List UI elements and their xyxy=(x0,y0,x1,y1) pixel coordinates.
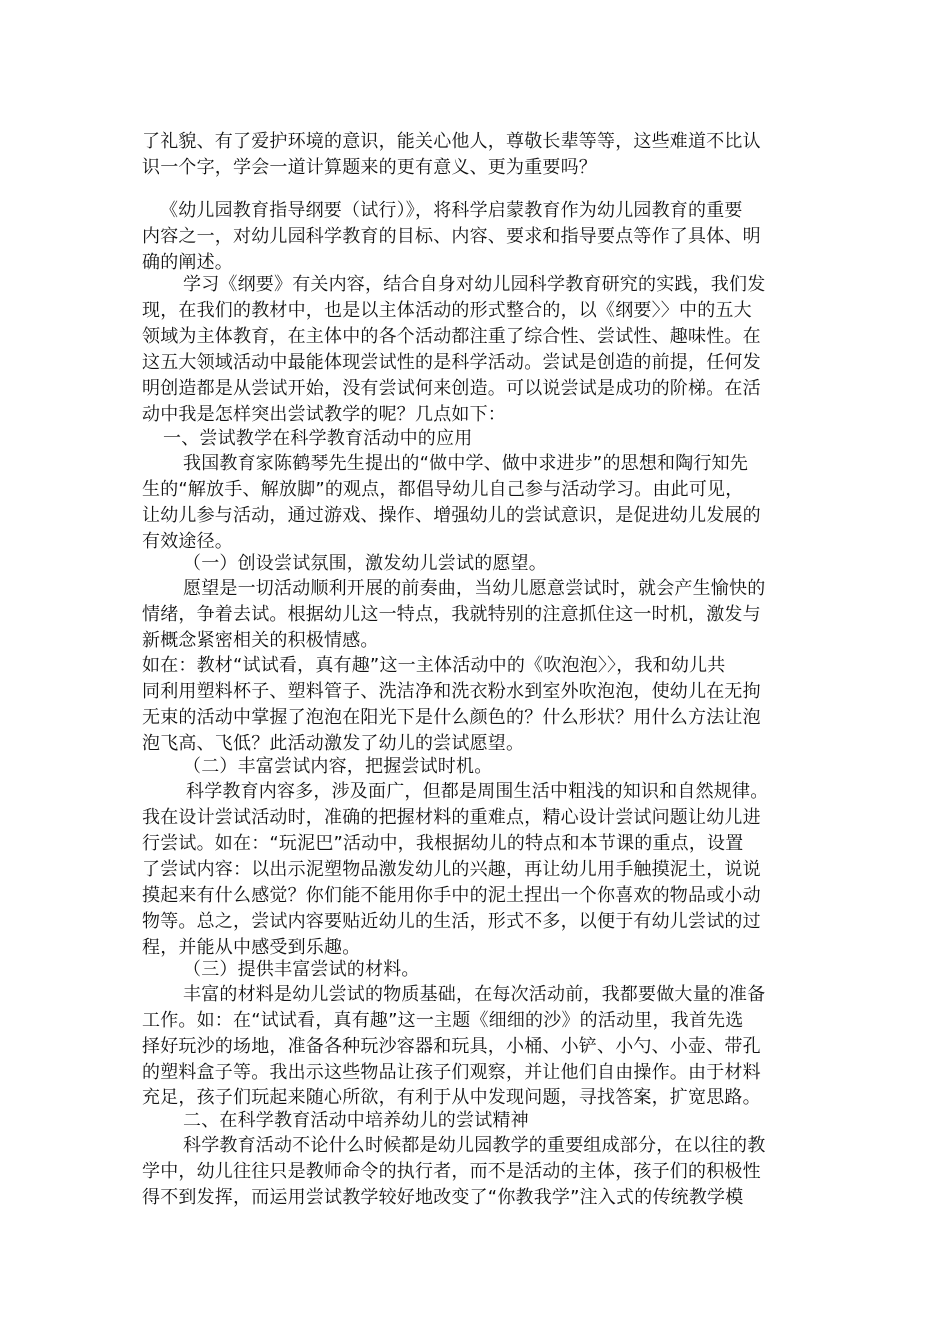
text-line: 了尝试内容：以出示泥塑物品激发幼儿的兴趣，再让幼儿用手触摸泥土，说说 xyxy=(142,859,761,880)
text-line: 科学教育活动不论什么时候都是幼儿园教学的重要组成部分，在以往的教 xyxy=(183,1135,766,1156)
text-line: 科学教育内容多，涉及面广，但都是周围生活中粗浅的知识和自然规律。 xyxy=(186,781,769,802)
text-line: 学习《纲要》有关内容，结合自身对幼儿园科学教育研究的实践，我们发 xyxy=(183,274,766,295)
text-line: 生的“解放手、解放脚”的观点，都倡导幼儿自己参与活动学习。由此可见， xyxy=(142,479,744,500)
text-line: 得不到发挥，而运用尝试教学较好地改变了“你教我学”注入式的传统教学模 xyxy=(142,1187,744,1208)
text-line: 丰富的材料是幼儿尝试的物质基础，在每次活动前，我都要做大量的准备 xyxy=(183,984,766,1005)
text-line: 泡飞高、飞低？此活动激发了幼儿的尝试愿望。 xyxy=(142,733,525,754)
text-line: 同利用塑料杯子、塑料管子、洗洁净和洗衣粉水到室外吹泡泡，使幼儿在无拘 xyxy=(142,681,761,702)
text-line: 新概念紧密相关的积极情感。 xyxy=(142,630,379,651)
section-heading: 二、在科学教育活动中培养幼儿的尝试精神 xyxy=(183,1110,529,1131)
text-line: 充足，孩子们玩起来随心所欲，有利于从中发现问题，寻找答案，扩宽思路。 xyxy=(142,1087,761,1108)
text-line: 无束的活动中掌握了泡泡在阳光下是什么颜色的？什么形状？用什么方法让泡 xyxy=(142,707,761,728)
text-line: 工作。如：在“试试看，真有趣”这一主题《细细的沙》的活动里，我首先选 xyxy=(142,1010,744,1031)
text-line: 我国教育家陈鹤琴先生提出的“做中学、做中求进步”的思想和陶行知先 xyxy=(183,453,749,474)
text-line: 择好玩沙的场地，准备各种玩沙容器和玩具，小桶、小铲、小勺、小壶、带孔 xyxy=(142,1036,761,1057)
text-line: 物等。总之，尝试内容要贴近幼儿的生活，形式不多，以便于有幼儿尝试的过 xyxy=(142,911,761,932)
text-line: 动中我是怎样突出尝试教学的呢？几点如下： xyxy=(142,404,506,425)
text-line: 内容之一，对幼儿园科学教育的目标、内容、要求和指导要点等作了具体、明 xyxy=(142,226,761,247)
text-line: 这五大领域活动中最能体现尝试性的是科学活动。尝试是创造的前提，任何发 xyxy=(142,352,761,373)
text-line: 识一个字，学会一道计算题来的更有意义、更为重要吗？ xyxy=(142,157,597,178)
text-line: 摸起来有什么感觉？你们能不能用你手中的泥土捏出一个你喜欢的物品或小动 xyxy=(142,885,761,906)
text-line: 让幼儿参与活动，通过游戏、操作、增强幼儿的尝试意识，是促进幼儿发展的 xyxy=(142,505,761,526)
text-line: 学中，幼儿往往只是教师命令的执行者，而不是活动的主体，孩子们的积极性 xyxy=(142,1161,761,1182)
text-line: 如在：教材“试试看，真有趣”这一主体活动中的《吹泡泡〉〉，我和幼儿共 xyxy=(142,655,726,676)
text-line: 行尝试。如在：“玩泥巴”活动中，我根据幼儿的特点和本节课的重点，设置 xyxy=(142,833,744,854)
text-line: 程，并能从中感受到乐趣。 xyxy=(142,937,361,958)
text-line: 愿望是一切活动顺利开展的前奏曲，当幼儿愿意尝试时，就会产生愉快的 xyxy=(183,578,766,599)
text-line: 我在设计尝试活动时，准确的把握材料的重难点，精心设计尝试问题让幼儿进 xyxy=(142,807,761,828)
section-heading: 一、尝试教学在科学教育活动中的应用 xyxy=(163,428,473,449)
text-line: 现，在我们的教材中，也是以主体活动的形式整合的，以《纲要〉〉中的五大 xyxy=(142,300,752,321)
subsection-heading: （二）丰富尝试内容，把握尝试时机。 xyxy=(183,756,493,777)
subsection-heading: （一）创设尝试氛围，激发幼儿尝试的愿望。 xyxy=(183,553,547,574)
text-line: 领域为主体教育，在主体中的各个活动都注重了综合性、尝试性、趣味性。在 xyxy=(142,326,761,347)
text-line: 明创造都是从尝试开始，没有尝试何来创造。可以说尝试是成功的阶梯。在活 xyxy=(142,378,761,399)
text-line: 了礼貌、有了爱护环境的意识，能关心他人，尊敬长辈等等，这些难道不比认 xyxy=(142,131,761,152)
text-line: 《幼儿园教育指导纲要（试行）》，将科学启蒙教育作为幼儿园教育的重要 xyxy=(160,200,743,221)
text-line: 情绪，争着去试。根据幼儿这一特点，我就特别的注意抓住这一时机，激发与 xyxy=(142,604,761,625)
subsection-heading: （三）提供丰富尝试的材料。 xyxy=(183,959,420,980)
text-line: 的塑料盒子等。我出示这些物品让孩子们观察，并让他们自由操作。由于材料 xyxy=(142,1062,761,1083)
text-line: 有效途径。 xyxy=(142,531,233,552)
text-line: 确的阐述。 xyxy=(142,252,233,273)
